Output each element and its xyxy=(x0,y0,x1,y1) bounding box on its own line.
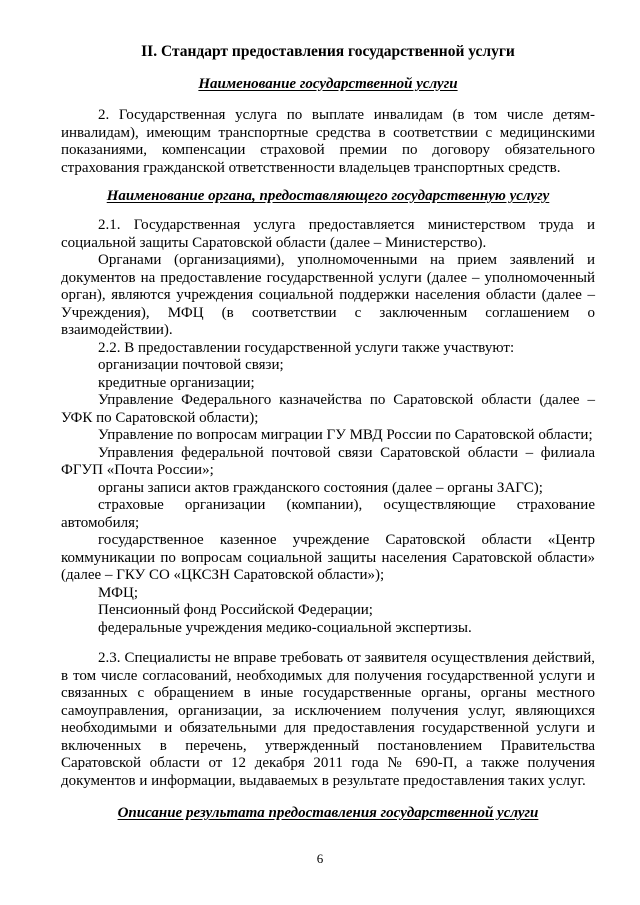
paragraph-authorized-bodies: Органами (организациями), уполномоченными на прием заявлений и документов на предоставление государственной услуги (далее – уполномоченный орган), являются учреждения социальной поддержки населения области (далее – Учреждения), МФЦ (в соответствии с заключенным соглашением о взаимодействии). xyxy=(61,252,595,338)
page-content xyxy=(61,43,595,836)
list-item-mfc: МФЦ; xyxy=(98,584,138,601)
list-item-zags: органы записи актов гражданского состояния (далее – органы ЗАГС); xyxy=(98,479,543,496)
subheading-result: Описание результата предоставления государственной услуги xyxy=(117,805,539,821)
paragraph-service-name: 2. Государственная услуга по выплате инвалидам (в том числе детям-инвалидам), имеющим транспортные средства в соответствии с медицинскими показаниями, компенсации страховой премии по договору обязательного страхования гражданской ответственности владельцев транспортных средств. xyxy=(61,107,595,176)
list-item-credit: кредитные организации; xyxy=(98,374,255,391)
subheading-providing-body: Наименование органа, предоставляющего государственную услугу xyxy=(106,188,550,204)
list-item-insurance: страховые организации (компании), осуществляющие страхование автомобиля; xyxy=(61,497,595,531)
list-item-postal: организации почтовой связи; xyxy=(98,357,284,373)
list-item-mse: федеральные учреждения медико-социальной экспертизы. xyxy=(98,619,472,636)
list-item-gku: государственное казенное учреждение Саратовской области «Центр коммуникации по вопросам социальной защиты населения Саратовской области» (далее – ГКУ СО «ЦКСЗН Саратовской области»); xyxy=(61,532,595,583)
list-item-pension-fund: Пенсионный фонд Российской Федерации; xyxy=(98,602,373,618)
section-heading: II. Стандарт предоставления государственной услуги xyxy=(141,43,515,60)
paragraph-2-2: 2.2. В предоставлении государственной услуги также участвуют: xyxy=(98,339,515,356)
list-item-post-office: Управления федеральной почтовой связи Саратовской области – филиала ФГУП «Почта России»; xyxy=(61,444,595,478)
list-item-treasury: Управление Федерального казначейства по Саратовской области (далее – УФК по Саратовской области); xyxy=(61,392,595,426)
list-item-migration: Управление по вопросам миграции ГУ МВД России по Саратовской области; xyxy=(98,427,593,443)
subheading-service-name: Наименование государственной услуги xyxy=(198,76,458,92)
paragraph-2-1: 2.1. Государственная услуга предоставляется министерством труда и социальной защиты Саратовской области (далее – Министерство). xyxy=(61,217,595,251)
page-number: 6 xyxy=(316,851,324,866)
paragraph-2-3: 2.3. Специалисты не вправе требовать от заявителя осуществления действий, в том числе согласований, необходимых для получения государственной услуги и связанных с обращением в иные государственные органы, органы местного самоуправления, организации, за исключением получения услуг, являющихся необходимыми и обязательными для предоставления государственной услуги и включенных в перечень, утвержденный постановлением Правительства Саратовской области от 12 декабря 2011 года № 690-П, а также получения документов и информации, выдаваемых в результате предоставления таких услуг. xyxy=(61,650,595,789)
